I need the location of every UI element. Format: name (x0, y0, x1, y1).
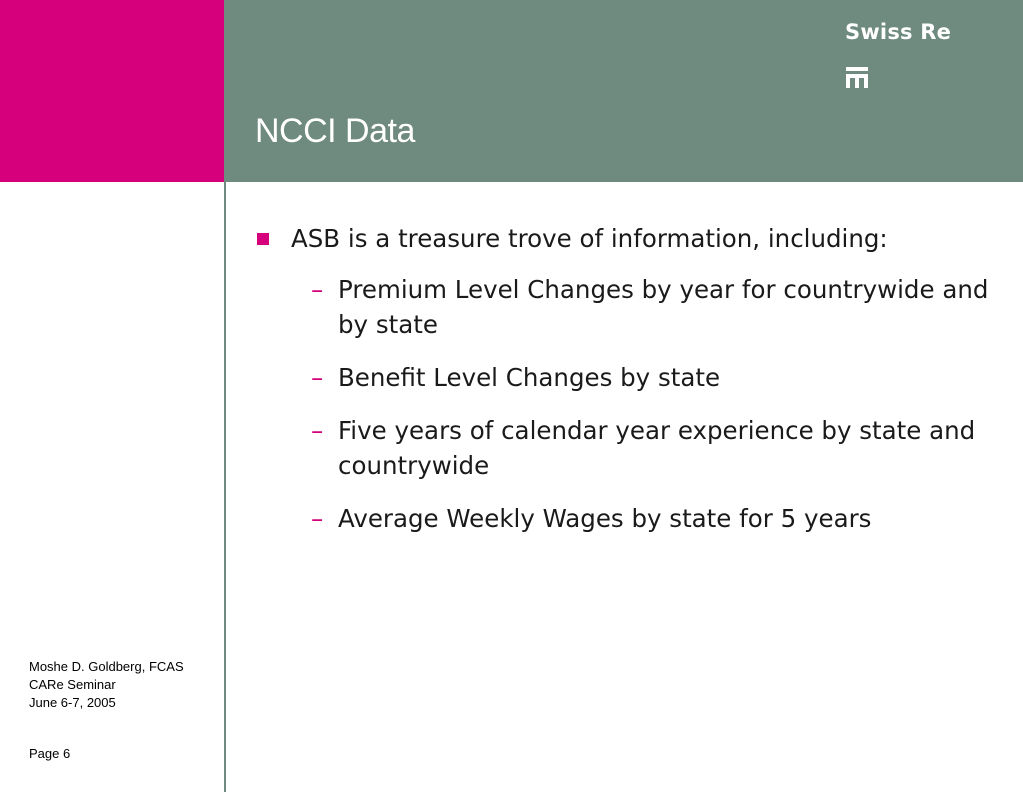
sub-bullet-list (256, 272, 996, 536)
main-bullet-text: ASB is a treasure trove of information, including: (291, 224, 888, 253)
sub-bullet-text: Premium Level Changes by year for countrywide and by state (338, 275, 989, 339)
square-bullet-icon (257, 233, 269, 245)
footer-author: Moshe D. Goldberg, FCAS (29, 659, 184, 674)
vertical-divider (224, 182, 226, 792)
dash-bullet-icon: – (311, 363, 324, 392)
sub-bullet (256, 413, 996, 483)
main-bullet (256, 222, 996, 256)
dash-bullet-icon: – (311, 504, 324, 533)
sub-bullet-text: Five years of calendar year experience by state and countrywide (338, 416, 976, 480)
dash-bullet-icon: – (311, 275, 324, 304)
slide-title: NCCI Data (255, 112, 415, 150)
footer-date: June 6-7, 2005 (29, 695, 116, 710)
dash-bullet-icon: – (311, 416, 324, 445)
sub-bullet-text: Benefit Level Changes by state (338, 363, 721, 392)
accent-block (0, 0, 224, 182)
sub-bullet (256, 501, 996, 536)
slide-content (256, 222, 996, 554)
page-number: Page 6 (29, 746, 71, 761)
sub-bullet-text: Average Weekly Wages by state for 5 years (338, 504, 872, 533)
sub-bullet (256, 272, 996, 342)
footer-meta (29, 658, 184, 712)
swiss-re-logo-icon (846, 67, 868, 88)
sub-bullet (256, 360, 996, 395)
logo-text: Swiss Re (845, 20, 952, 44)
footer-event: CARe Seminar (29, 677, 116, 692)
